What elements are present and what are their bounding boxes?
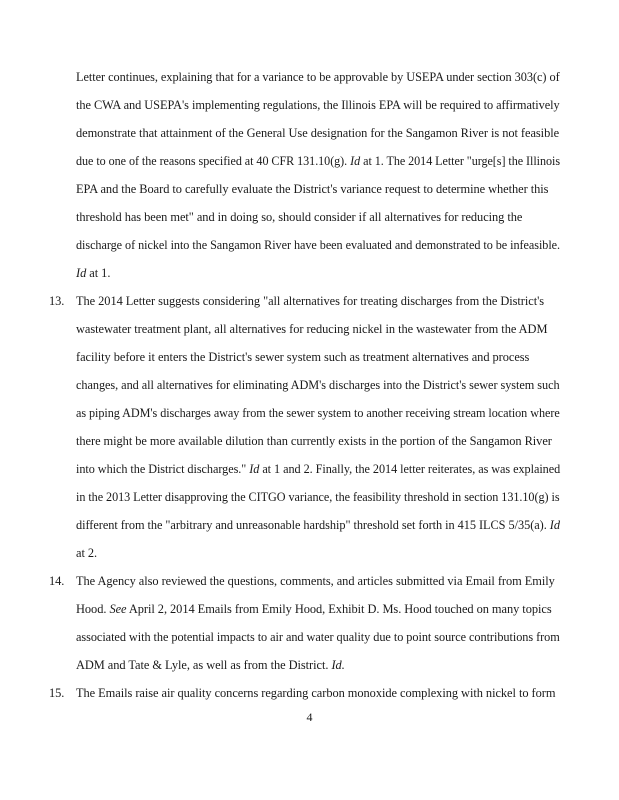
- citation-id: Id: [549, 518, 560, 532]
- text-line: threshold has been met" and in doing so, should consider if all alternatives for reducing the: [76, 210, 523, 224]
- citation-see: See: [109, 602, 127, 616]
- text-line: demonstrate that attainment of the General Use designation for the Sangamon River is not feasible: [76, 126, 560, 140]
- text-line: discharge of nickel into the Sangamon River have been evaluated and demonstrated to be infeasible.: [76, 238, 561, 252]
- text-line: Letter continues, explaining that for a variance to be approvable by USEPA under section 303(c) of: [76, 70, 560, 84]
- paragraph-number: 14.: [49, 574, 65, 588]
- text-line: ADM and Tate & Lyle, as well as from the District. Id.: [76, 658, 345, 672]
- citation-id: Id: [350, 154, 361, 168]
- citation-id: Id: [76, 266, 87, 280]
- text-line: wastewater treatment plant, all alternatives for reducing nickel in the wastewater from the ADM: [76, 322, 548, 336]
- page-number: 4: [306, 710, 313, 724]
- text-line: at 2.: [76, 546, 98, 560]
- text-line: there might be more available dilution than currently exists in the portion of the Sangamon River: [76, 434, 552, 448]
- text-line: The Agency also reviewed the questions, comments, and articles submitted via Email from Emily: [76, 574, 555, 588]
- paragraph-number: 13.: [49, 294, 65, 308]
- text-line: facility before it enters the District's sewer system such as treatment alternatives and process: [76, 350, 530, 364]
- text-line: Id at 1.: [76, 266, 111, 280]
- text-line: as piping ADM's discharges away from the sewer system to another receiving stream location where: [76, 406, 560, 420]
- citation-id: Id.: [331, 658, 345, 672]
- text-line: different from the "arbitrary and unreasonable hardship" threshold set forth in 415 ILCS 5/35(a). Id: [76, 518, 560, 532]
- text-line: The 2014 Letter suggests considering "all alternatives for treating discharges from the District's: [76, 294, 545, 308]
- text-line: EPA and the Board to carefully evaluate the District's variance request to determine whether this: [76, 182, 549, 196]
- text-line: The Emails raise air quality concerns regarding carbon monoxide complexing with nickel to form: [76, 686, 556, 700]
- text-line: into which the District discharges." Id at 1 and 2. Finally, the 2014 letter reiterates, as was explained: [76, 462, 561, 476]
- text-line: changes, and all alternatives for eliminating ADM's discharges into the District's sewer system such: [76, 378, 560, 392]
- text-line: in the 2013 Letter disapproving the CITGO variance, the feasibility threshold in section 131.10(g) is: [76, 490, 560, 504]
- paragraph-number: 15.: [49, 686, 65, 700]
- text-line: due to one of the reasons specified at 40 CFR 131.10(g). Id at 1. The 2014 Letter "urge[s] the Illinois: [76, 154, 560, 168]
- text-line: Hood. See April 2, 2014 Emails from Emily Hood, Exhibit D. Ms. Hood touched on many topics: [76, 602, 552, 616]
- text-line: associated with the potential impacts to air and water quality due to point source contributions from: [76, 630, 560, 644]
- text-line: the CWA and USEPA's implementing regulations, the Illinois EPA will be required to affirmatively: [76, 98, 560, 112]
- citation-id: Id: [249, 462, 260, 476]
